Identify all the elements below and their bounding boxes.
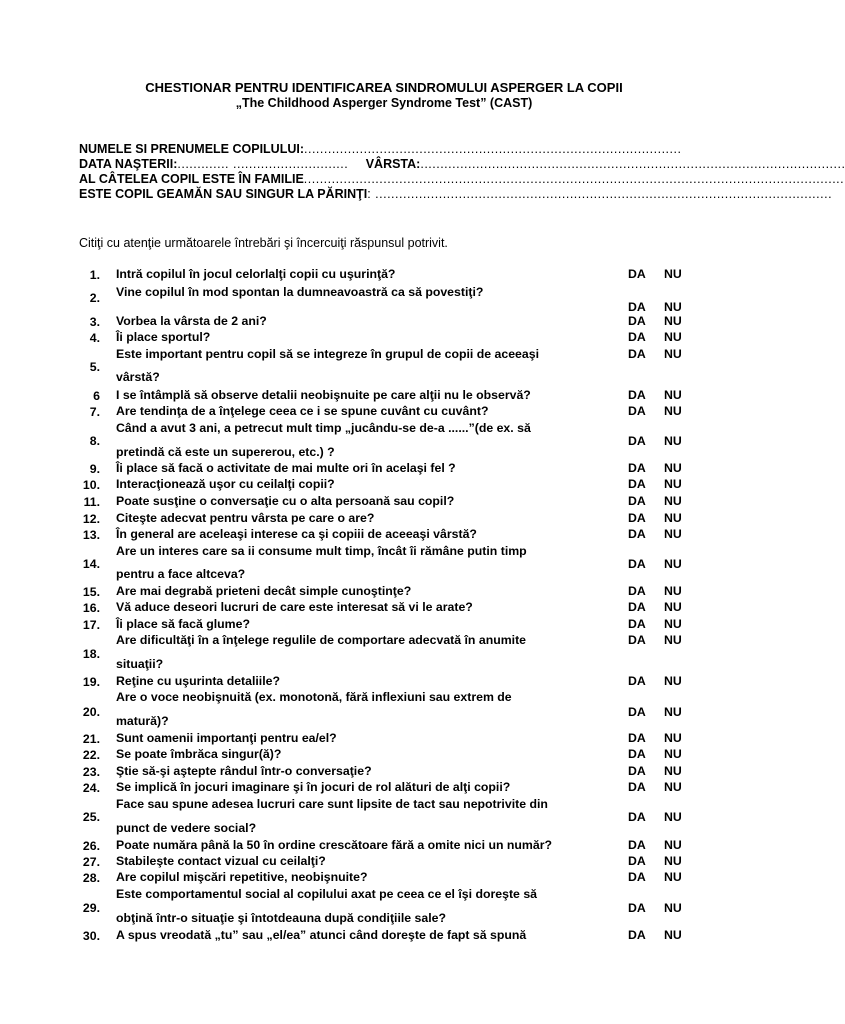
question-number: 12. [82, 512, 100, 526]
question-number: 27. [82, 855, 100, 869]
question-number: 24. [82, 781, 100, 795]
document-title: CHESTIONAR PENTRU IDENTIFICAREA SINDROMULUI ASPERGER LA COPII [145, 80, 623, 95]
question-number: 23. [82, 765, 100, 779]
question-number: 1. [89, 268, 100, 282]
answer-nu[interactable]: NU [664, 674, 682, 688]
question-text: Are mai degrabă prieteni decât simple cunoştinţe? [116, 584, 412, 598]
answer-da[interactable]: DA [628, 901, 646, 915]
answer-nu[interactable]: NU [664, 404, 682, 418]
question-text: Este important pentru copil să se integreze în grupul de copii de aceeaşi [116, 347, 539, 361]
question-number: 22. [82, 748, 100, 762]
question-text: Are copilul mişcări repetitive, neobişnuite? [116, 870, 368, 884]
question-text: Se implică în jocuri imaginare şi în jocuri de rol alături de alţi copii? [116, 780, 511, 794]
question-number: 20. [82, 705, 100, 719]
question-number: 2. [89, 291, 100, 305]
answer-nu[interactable]: NU [664, 780, 682, 794]
question-text: Are un interes care sa ii consume mult timp, încât îi rămâne putin timp [116, 544, 527, 558]
question-text: Poate susţine o conversaţie cu o alta persoană sau copil? [116, 494, 455, 508]
question-text: Vorbea la vârsta de 2 ani? [116, 314, 267, 328]
answer-nu[interactable]: NU [664, 388, 682, 402]
question-text-continued: situaţii? [116, 657, 164, 671]
field-label: ESTE COPIL GEAMĂN SAU SINGUR LA PĂRINŢI [79, 187, 368, 201]
answer-da[interactable]: DA [628, 731, 646, 745]
answer-nu[interactable]: NU [664, 731, 682, 745]
answer-da[interactable]: DA [628, 527, 646, 541]
question-text: Este comportamentul social al copilului axat pe ceea ce el îşi doreşte să [116, 887, 537, 901]
answer-nu[interactable]: NU [664, 330, 682, 344]
question-text-continued: vârstă? [116, 370, 160, 384]
answer-nu[interactable]: NU [664, 928, 682, 942]
answer-da[interactable]: DA [628, 404, 646, 418]
question-text: Îi place să facă glume? [116, 617, 250, 631]
question-number: 13. [82, 528, 100, 542]
answer-da[interactable]: DA [628, 838, 646, 852]
answer-da[interactable]: DA [628, 300, 646, 314]
question-text-continued: matură)? [116, 714, 169, 728]
answer-nu[interactable]: NU [664, 527, 682, 541]
answer-nu[interactable]: NU [664, 477, 682, 491]
question-text: Are tendinţa de a înţelege ceea ce i se spune cuvânt cu cuvânt? [116, 404, 489, 418]
question-number: 4. [89, 331, 100, 345]
answer-nu[interactable]: NU [664, 617, 682, 631]
answer-nu[interactable]: NU [664, 347, 682, 361]
question-number: 29. [82, 901, 100, 915]
field-fill-line: ........................................................................................................................................ [303, 172, 845, 186]
field-twin-status [79, 187, 833, 202]
field-birth-order [79, 172, 845, 187]
answer-nu[interactable]: NU [664, 901, 682, 915]
question-text: Are dificultăţi în a înţelege regulile de comportare adecvată în anumite [116, 633, 527, 647]
question-text: Stabileşte contact vizual cu ceilalţi? [116, 854, 326, 868]
answer-da[interactable]: DA [628, 511, 646, 525]
answer-da[interactable]: DA [628, 600, 646, 614]
answer-da[interactable]: DA [628, 854, 646, 868]
field-label-age: VÂRSTA: [365, 157, 421, 171]
question-text: Vine copilul în mod spontan la dumneavoastră ca să povestiţi? [116, 285, 484, 299]
question-text: În general are aceleaşi interese ca şi copiii de aceeaşi vârstă? [116, 527, 477, 541]
question-text-continued: obţină într-o situaţie şi întotdeauna după condiţiile sale? [116, 911, 446, 925]
instructions: Citiţi cu atenţie următoarele întrebări şi încercuiţi răspunsul potrivit. [79, 236, 448, 250]
answer-da[interactable]: DA [628, 674, 646, 688]
question-number: 14. [82, 557, 100, 571]
field-fill-line-age: ........................................................................................................... [420, 157, 845, 171]
field-label: AL CÂTELEA COPIL ESTE ÎN FAMILIE [79, 172, 304, 186]
field-fill-line: : ................................................................................................................... [367, 187, 833, 201]
question-text: Îi place să facă o activitate de mai multe ori în acelaşi fel ? [116, 461, 456, 475]
question-number: 17. [82, 618, 100, 632]
question-number: 16. [82, 601, 100, 615]
answer-da[interactable]: DA [628, 347, 646, 361]
answer-nu[interactable]: NU [664, 557, 682, 571]
field-label: NUMELE SI PRENUMELE COPILULUI: [79, 142, 305, 156]
answer-da[interactable]: DA [628, 461, 646, 475]
answer-nu[interactable]: NU [664, 314, 682, 328]
answer-nu[interactable]: NU [664, 810, 682, 824]
question-text: Intră copilul în jocul celorlalţi copii cu uşurinţă? [116, 267, 396, 281]
question-text: I se întâmplă să observe detalii neobişnuite pe care alţii nu le observă? [116, 388, 531, 402]
answer-da[interactable]: DA [628, 780, 646, 794]
answer-nu[interactable]: NU [664, 434, 682, 448]
answer-da[interactable]: DA [628, 494, 646, 508]
question-number: 3. [89, 315, 100, 329]
question-text: A spus vreodată „tu” sau „el/ea” atunci când doreşte de fapt să spună [116, 928, 527, 942]
question-text: Se poate îmbrăca singur(ă)? [116, 747, 282, 761]
question-number: 21. [82, 732, 100, 746]
question-number: 11. [83, 495, 100, 509]
question-text: Vă aduce deseori lucruri de care este interesat să vi le arate? [116, 600, 473, 614]
answer-nu[interactable]: NU [664, 838, 682, 852]
question-number: 25. [82, 810, 100, 824]
answer-nu[interactable]: NU [664, 267, 682, 281]
answer-da[interactable]: DA [628, 434, 646, 448]
question-number: 19. [82, 675, 100, 689]
question-number: 10. [82, 478, 100, 492]
question-text: Poate număra până la 50 în ordine crescătoare fără a omite nici un număr? [116, 838, 552, 852]
answer-nu[interactable]: NU [664, 584, 682, 598]
answer-da[interactable]: DA [628, 477, 646, 491]
document-subtitle: „The Childhood Asperger Syndrome Test” (CAST) [235, 96, 533, 110]
answer-da[interactable]: DA [628, 810, 646, 824]
question-text-continued: pretindă că este un supererou, etc.) ? [116, 445, 335, 459]
field-fill-line: ............. ............................. [177, 157, 349, 171]
question-number: 9. [89, 462, 100, 476]
answer-da[interactable]: DA [628, 314, 646, 328]
field-label: DATA NAŞTERII: [79, 157, 178, 171]
question-text-continued: pentru a face altceva? [116, 567, 246, 581]
answer-da[interactable]: DA [628, 747, 646, 761]
field-child-name [79, 142, 683, 157]
answer-nu[interactable]: NU [664, 854, 682, 868]
question-number: 7. [89, 405, 100, 419]
answer-nu[interactable]: NU [664, 300, 682, 314]
answer-da[interactable]: DA [628, 705, 646, 719]
question-text: Interacţionează uşor cu ceilalţi copii? [116, 477, 335, 491]
answer-nu[interactable]: NU [664, 511, 682, 525]
answer-da[interactable]: DA [628, 267, 646, 281]
question-text: Când a avut 3 ani, a petrecut mult timp „jucându-se de-a ......”(de ex. să [116, 421, 531, 435]
answer-da[interactable]: DA [628, 388, 646, 402]
question-text: Îi place sportul? [116, 330, 211, 344]
answer-nu[interactable]: NU [664, 870, 682, 884]
question-number: 28. [82, 871, 100, 885]
question-text: Reţine cu uşurinta detaliile? [116, 674, 280, 688]
question-text: Are o voce neobişnuită (ex. monotonă, fără inflexiuni sau extrem de [116, 690, 512, 704]
answer-nu[interactable]: NU [664, 600, 682, 614]
question-text: Sunt oamenii importanţi pentru ea/el? [116, 731, 337, 745]
answer-da[interactable]: DA [628, 584, 646, 598]
question-text: Citeşte adecvat pentru vârsta pe care o are? [116, 511, 375, 525]
answer-nu[interactable]: NU [664, 461, 682, 475]
question-text-continued: punct de vedere social? [116, 821, 257, 835]
answer-nu[interactable]: NU [664, 494, 682, 508]
answer-da[interactable]: DA [628, 633, 646, 647]
question-number: 15. [82, 585, 100, 599]
question-text: Ştie să-şi aştepte rândul într-o conversaţie? [116, 764, 372, 778]
answer-nu[interactable]: NU [664, 705, 682, 719]
question-number: 26. [82, 839, 100, 853]
answer-nu[interactable]: NU [664, 764, 682, 778]
answer-da[interactable]: DA [628, 870, 646, 884]
question-text: Face sau spune adesea lucruri care sunt lipsite de tact sau nepotrivite din [116, 797, 548, 811]
answer-da[interactable]: DA [628, 617, 646, 631]
question-number: 18. [82, 647, 100, 661]
field-fill-line: ............................................................................................... [304, 142, 682, 156]
question-number: 8. [89, 434, 100, 448]
answer-nu[interactable]: NU [664, 747, 682, 761]
question-number: 6 [93, 389, 100, 403]
question-number: 30. [82, 929, 100, 943]
answer-da[interactable]: DA [628, 928, 646, 942]
answer-da[interactable]: DA [628, 557, 646, 571]
field-birth-date [79, 157, 845, 172]
answer-da[interactable]: DA [628, 764, 646, 778]
question-number: 5. [89, 360, 100, 374]
answer-nu[interactable]: NU [664, 633, 682, 647]
answer-da[interactable]: DA [628, 330, 646, 344]
